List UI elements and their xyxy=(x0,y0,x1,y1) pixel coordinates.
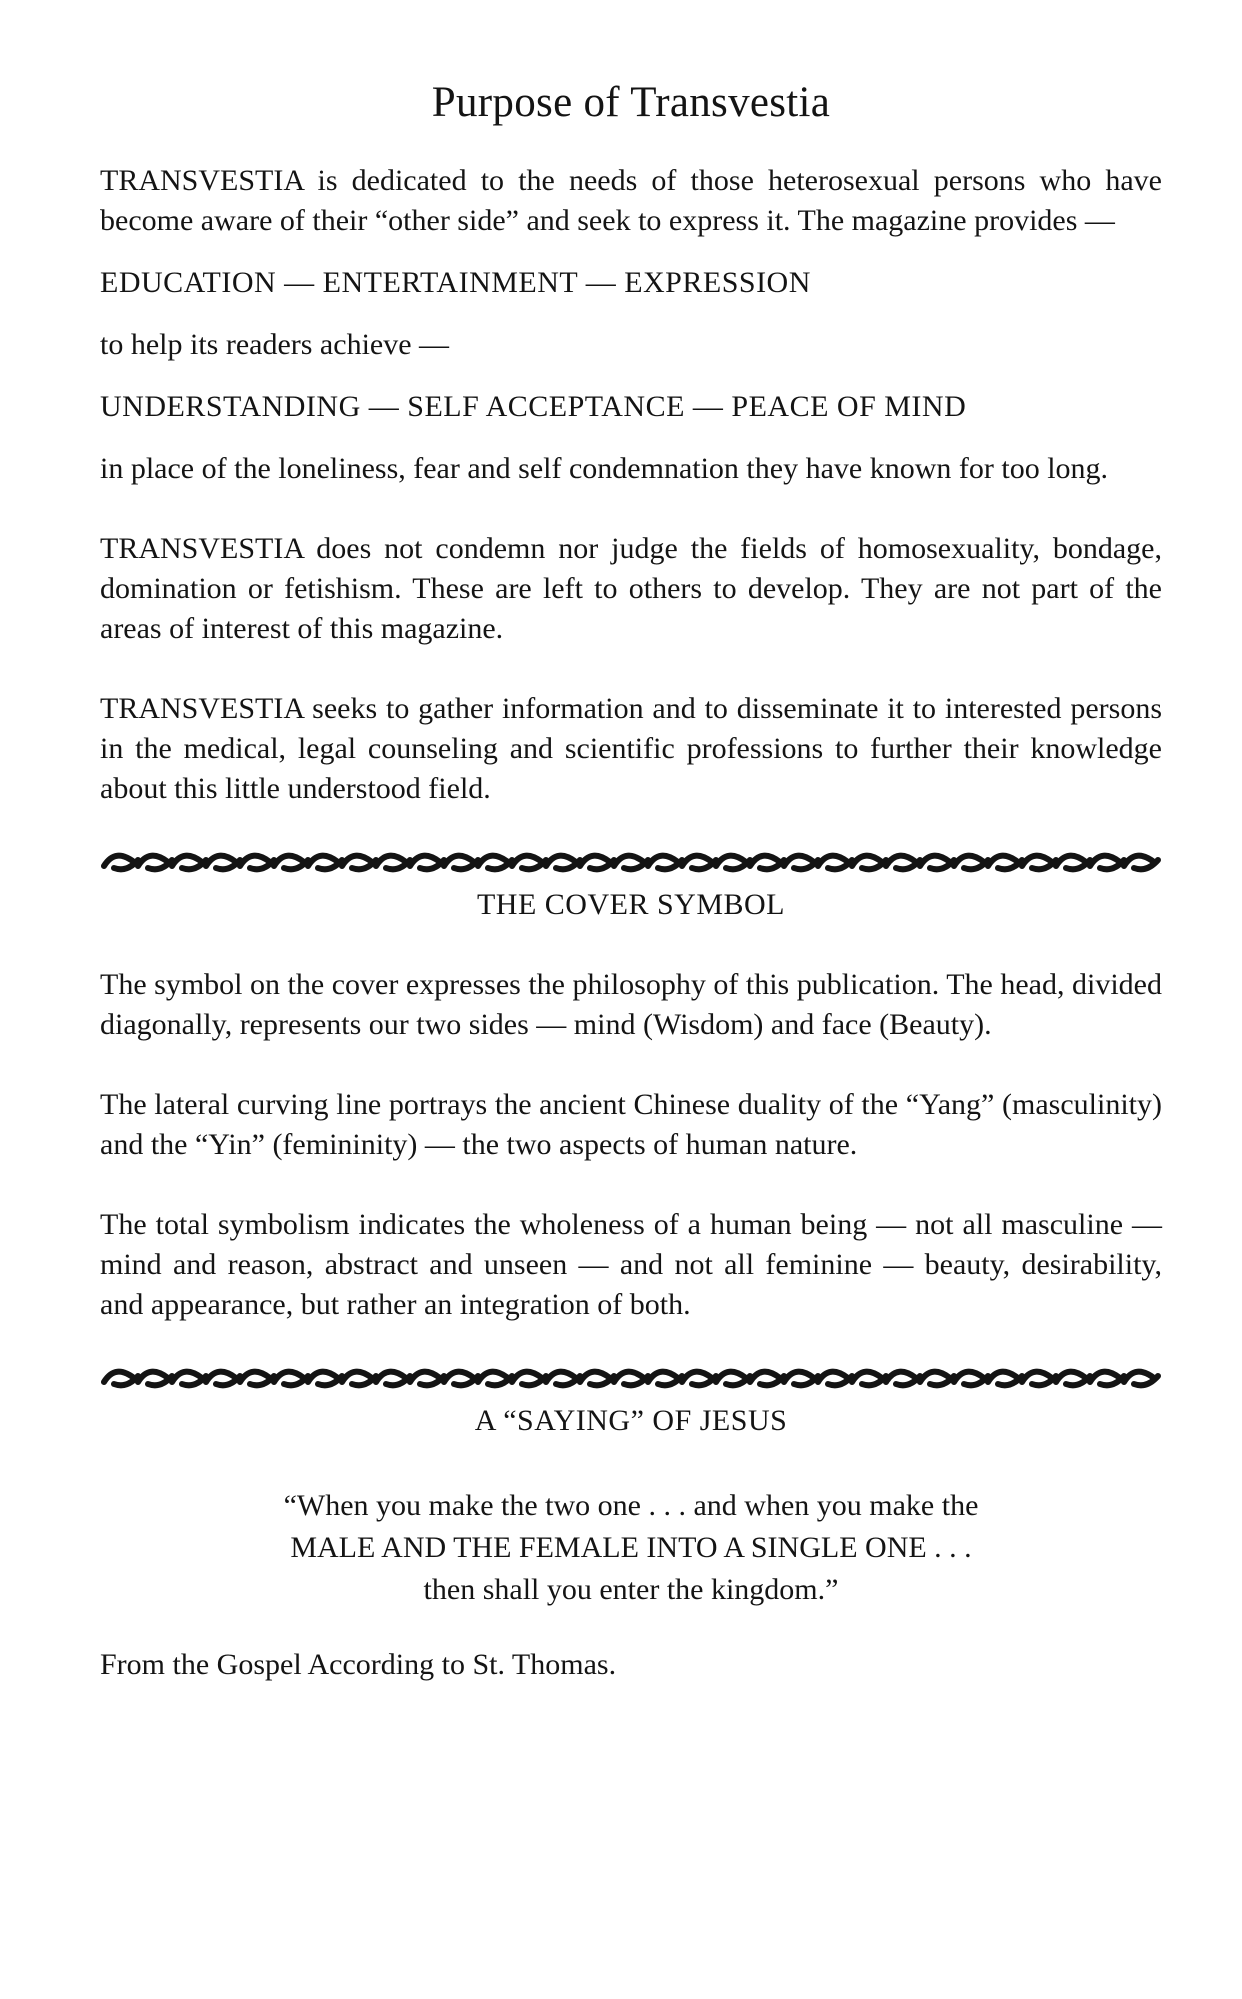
rope-twist xyxy=(682,1372,716,1386)
rope-twist xyxy=(1056,856,1090,870)
rope-twist xyxy=(342,1372,376,1386)
rope-twist xyxy=(274,856,308,870)
page-title: Purpose of Transvestia xyxy=(431,79,831,126)
quote-source: From the Gospel According to St. Thomas. xyxy=(100,1648,617,1681)
cover-symbol-heading: THE COVER SYMBOL xyxy=(476,888,785,921)
rope-twist xyxy=(580,856,614,870)
rope-twist xyxy=(648,1372,682,1386)
rope-twist xyxy=(1090,856,1124,870)
quote-line: “When you make the two one . . . and when you make the xyxy=(283,1489,979,1522)
quote-line: MALE AND THE FEMALE INTO A SINGLE ONE . . . xyxy=(290,1531,972,1564)
rope-twist xyxy=(342,856,376,870)
rope-twist xyxy=(1022,1372,1056,1386)
saying-heading: A “SAYING” OF JESUS xyxy=(474,1404,788,1437)
rope-twist xyxy=(444,856,478,870)
rope-twist xyxy=(104,856,138,870)
rope-twist xyxy=(172,1372,206,1386)
rope-twist xyxy=(138,856,172,870)
rope-twist xyxy=(988,856,1022,870)
intro-paragraph: TRANSVESTIA is dedicated to the needs of those heterosexual persons who have become aware of their “other side” and seek to express it. The magazine provides — xyxy=(100,164,1162,237)
rope-twist xyxy=(172,856,206,870)
condemn-paragraph: TRANSVESTIA does not condemn nor judge the fields of homosexuality, bondage, domination or fetishism. These are left to others to develop. They are not part of the areas of interest of this magazine. xyxy=(100,532,1162,645)
rope-twist xyxy=(818,856,852,870)
rope-twist xyxy=(104,1372,138,1386)
rope-twist xyxy=(376,1372,410,1386)
rope-twist xyxy=(716,856,750,870)
rope-twist xyxy=(478,856,512,870)
rope-twist xyxy=(1124,1372,1158,1386)
rope-twist xyxy=(954,856,988,870)
rope-twist xyxy=(750,1372,784,1386)
achieve-intro: to help its readers achieve — xyxy=(100,328,450,361)
rope-twist xyxy=(444,1372,478,1386)
rope-twist xyxy=(410,1372,444,1386)
rope-twist xyxy=(240,856,274,870)
rope-twist xyxy=(512,1372,546,1386)
ornamental-divider-2 xyxy=(100,1367,1162,1389)
rope-twist xyxy=(784,1372,818,1386)
rope-twist xyxy=(376,856,410,870)
rope-twist xyxy=(206,1372,240,1386)
rope-twist xyxy=(240,1372,274,1386)
rope-twist xyxy=(478,1372,512,1386)
rope-twist xyxy=(784,856,818,870)
rope-twist xyxy=(818,1372,852,1386)
rope-twist xyxy=(546,856,580,870)
rope-twist xyxy=(988,1372,1022,1386)
ornamental-divider-1 xyxy=(100,851,1162,873)
rope-twist xyxy=(1090,1372,1124,1386)
rope-twist xyxy=(138,1372,172,1386)
rope-twist xyxy=(852,856,886,870)
rope-twist xyxy=(274,1372,308,1386)
rope-twist xyxy=(750,856,784,870)
rope-twist xyxy=(920,1372,954,1386)
rope-twist xyxy=(614,856,648,870)
rope-twist xyxy=(648,856,682,870)
achieve-line: UNDERSTANDING — SELF ACCEPTANCE — PEACE OF MIND xyxy=(100,390,967,423)
rope-twist xyxy=(580,1372,614,1386)
rope-twist xyxy=(954,1372,988,1386)
rope-twist xyxy=(682,856,716,870)
rope-twist xyxy=(546,1372,580,1386)
rope-twist xyxy=(920,856,954,870)
rope-twist xyxy=(1022,856,1056,870)
quote-line: then shall you enter the kingdom.” xyxy=(423,1573,839,1606)
rope-twist xyxy=(886,1372,920,1386)
rope-twist xyxy=(410,856,444,870)
rope-twist xyxy=(1056,1372,1090,1386)
in-place-paragraph: in place of the loneliness, fear and self condemnation they have known for too long. xyxy=(100,452,1109,485)
rope-twist xyxy=(206,856,240,870)
provides-line: EDUCATION — ENTERTAINMENT — EXPRESSION xyxy=(100,266,811,299)
rope-twist xyxy=(716,1372,750,1386)
rope-twist xyxy=(308,1372,342,1386)
rope-twist xyxy=(614,1372,648,1386)
rope-twist xyxy=(308,856,342,870)
rope-twist xyxy=(886,856,920,870)
cover-paragraph-3: The total symbolism indicates the wholeness of a human being — not all masculine — mind and reason, abstract and unseen — and not all feminine — beauty, desirability, and appearance, but rather an integration of both. xyxy=(100,1208,1162,1321)
rope-twist xyxy=(852,1372,886,1386)
rope-twist xyxy=(512,856,546,870)
jesus-quote xyxy=(100,1485,1162,1611)
seeks-paragraph: TRANSVESTIA seeks to gather information and to disseminate it to interested persons in the medical, legal counseling and scientific professions to further their knowledge about this little understood field. xyxy=(100,692,1162,805)
cover-paragraph-1: The symbol on the cover expresses the philosophy of this publication. The head, divided diagonally, represents our two sides — mind (Wisdom) and face (Beauty). xyxy=(100,968,1162,1041)
cover-paragraph-2: The lateral curving line portrays the ancient Chinese duality of the “Yang” (masculinity) and the “Yin” (femininity) — the two aspects of human nature. xyxy=(100,1088,1162,1161)
rope-twist xyxy=(1124,856,1158,870)
